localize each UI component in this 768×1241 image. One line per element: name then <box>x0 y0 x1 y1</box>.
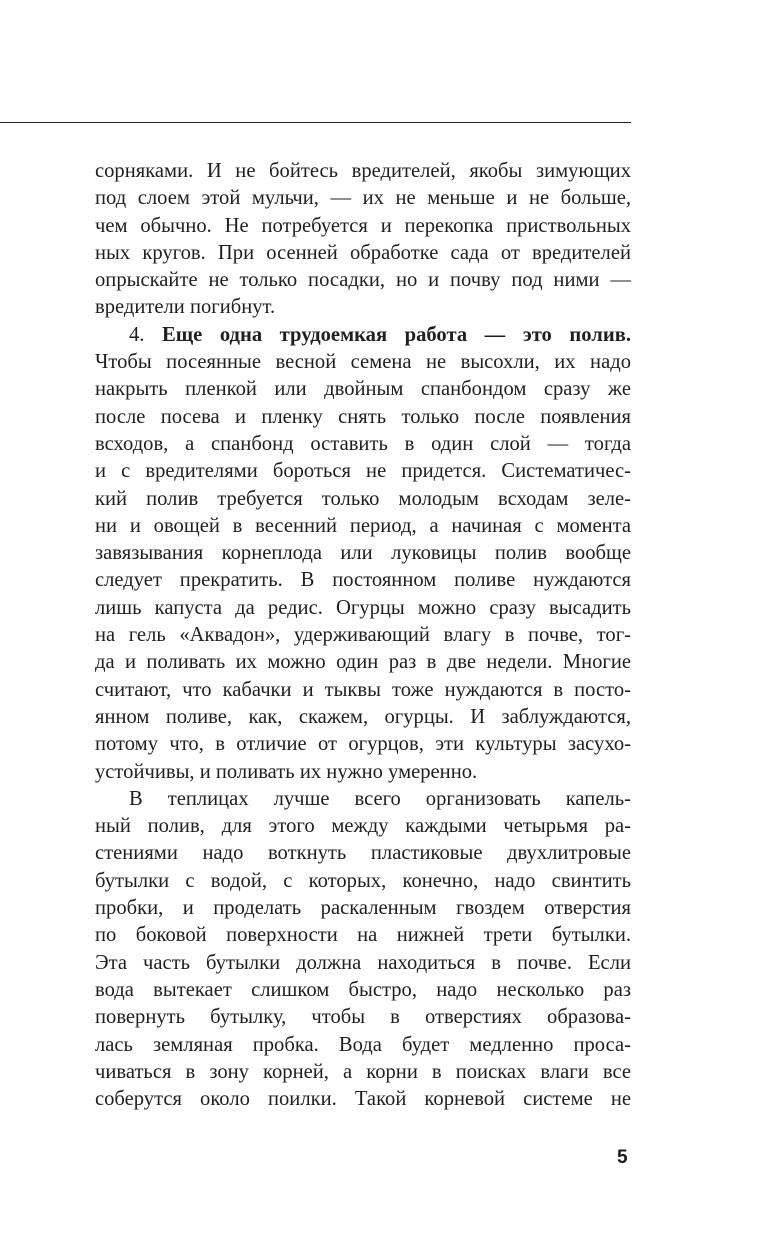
text-line: следует прекратить. В постоянном поливе нуждаются <box>95 569 631 592</box>
text-line: и с вредителями бороться не придется. Систематичес- <box>95 460 631 483</box>
text-line: ный полив, для этого между каждыми четырьмя ра- <box>95 815 631 838</box>
text-line: ни и овощей в весенний период, а начиная с момента <box>95 514 631 537</box>
text-line: кий полив требуется только молодым всходам зеле- <box>95 487 631 510</box>
text-line: пробки, и проделать раскаленным гвоздем отверстия <box>95 897 631 920</box>
text-line: завязывания корнеплода или луковицы полив вообще <box>95 542 631 565</box>
text-line: сорняками. И не бойтесь вредителей, якобы зимующих <box>95 160 631 182</box>
text-line: чем обычно. Не потребуется и перекопка приствольных <box>95 214 631 237</box>
text-line: Эта часть бутылки должна находиться в почве. Если <box>95 951 631 974</box>
text-line: накрыть пленкой или двойным спанбондом сразу же <box>95 378 631 401</box>
header-rule <box>0 122 631 123</box>
paragraph-heading-line <box>95 322 631 349</box>
text-line: лишь капуста да редис. Огурцы можно сразу высадить <box>95 596 631 619</box>
text-line: по боковой поверхности на нижней трети бутылки. <box>95 924 631 947</box>
text-line: повернуть бутылку, чтобы в отверстиях образова- <box>95 1006 631 1029</box>
list-number: 4. <box>129 323 145 346</box>
text-line: всходов, а спанбонд оставить в один слой — тогда <box>95 432 631 455</box>
text-line: потому что, в отличие от огурцов, эти культуры засухо- <box>95 733 631 756</box>
page-number: 5 <box>617 1147 628 1168</box>
text-line: на гель «Аквадон», удерживающий влагу в почве, тог- <box>95 624 631 647</box>
text-line: бутылки с водой, с которых, конечно, надо свинтить <box>95 869 631 892</box>
text-line: янном поливе, как, скажем, огурцы. И заблуждаются, <box>95 705 631 728</box>
text-line: считают, что кабачки и тыквы тоже нуждаются в посто- <box>95 678 631 701</box>
body-text <box>95 158 631 1113</box>
text-line: устойчивы, и поливать их нужно умеренно. <box>95 760 478 783</box>
text-line: вода вытекает слишком быстро, надо несколько раз <box>95 978 631 1001</box>
text-line: стениями надо воткнуть пластиковые двухлитровые <box>95 842 631 865</box>
bold-heading: Еще одна трудоемкая работа — это полив. <box>162 323 631 346</box>
text-line: Чтобы посеянные весной семена не высохли, их надо <box>95 351 631 374</box>
text-line: соберутся около поилки. Такой корневой системе не <box>95 1088 631 1111</box>
text-line: ных кругов. При осенней обработке сада от вредителей <box>95 241 631 264</box>
text-line: лась земляная пробка. Вода будет медленно проса- <box>95 1033 631 1056</box>
text-line: чиваться в зону корней, а корни в поисках влаги все <box>95 1060 631 1083</box>
text-line: да и поливать их можно один раз в две недели. Многие <box>95 651 631 674</box>
text-line: В теплицах лучше всего организовать капель- <box>129 787 631 810</box>
text-line: после посева и пленку снять только после появления <box>95 405 631 428</box>
text-line: опрыскайте не только посадки, но и почву под ними — <box>95 269 631 292</box>
text-line: под слоем этой мульчи, — их не меньше и не больше, <box>95 187 631 210</box>
text-line: вредители погибнут. <box>95 296 276 319</box>
